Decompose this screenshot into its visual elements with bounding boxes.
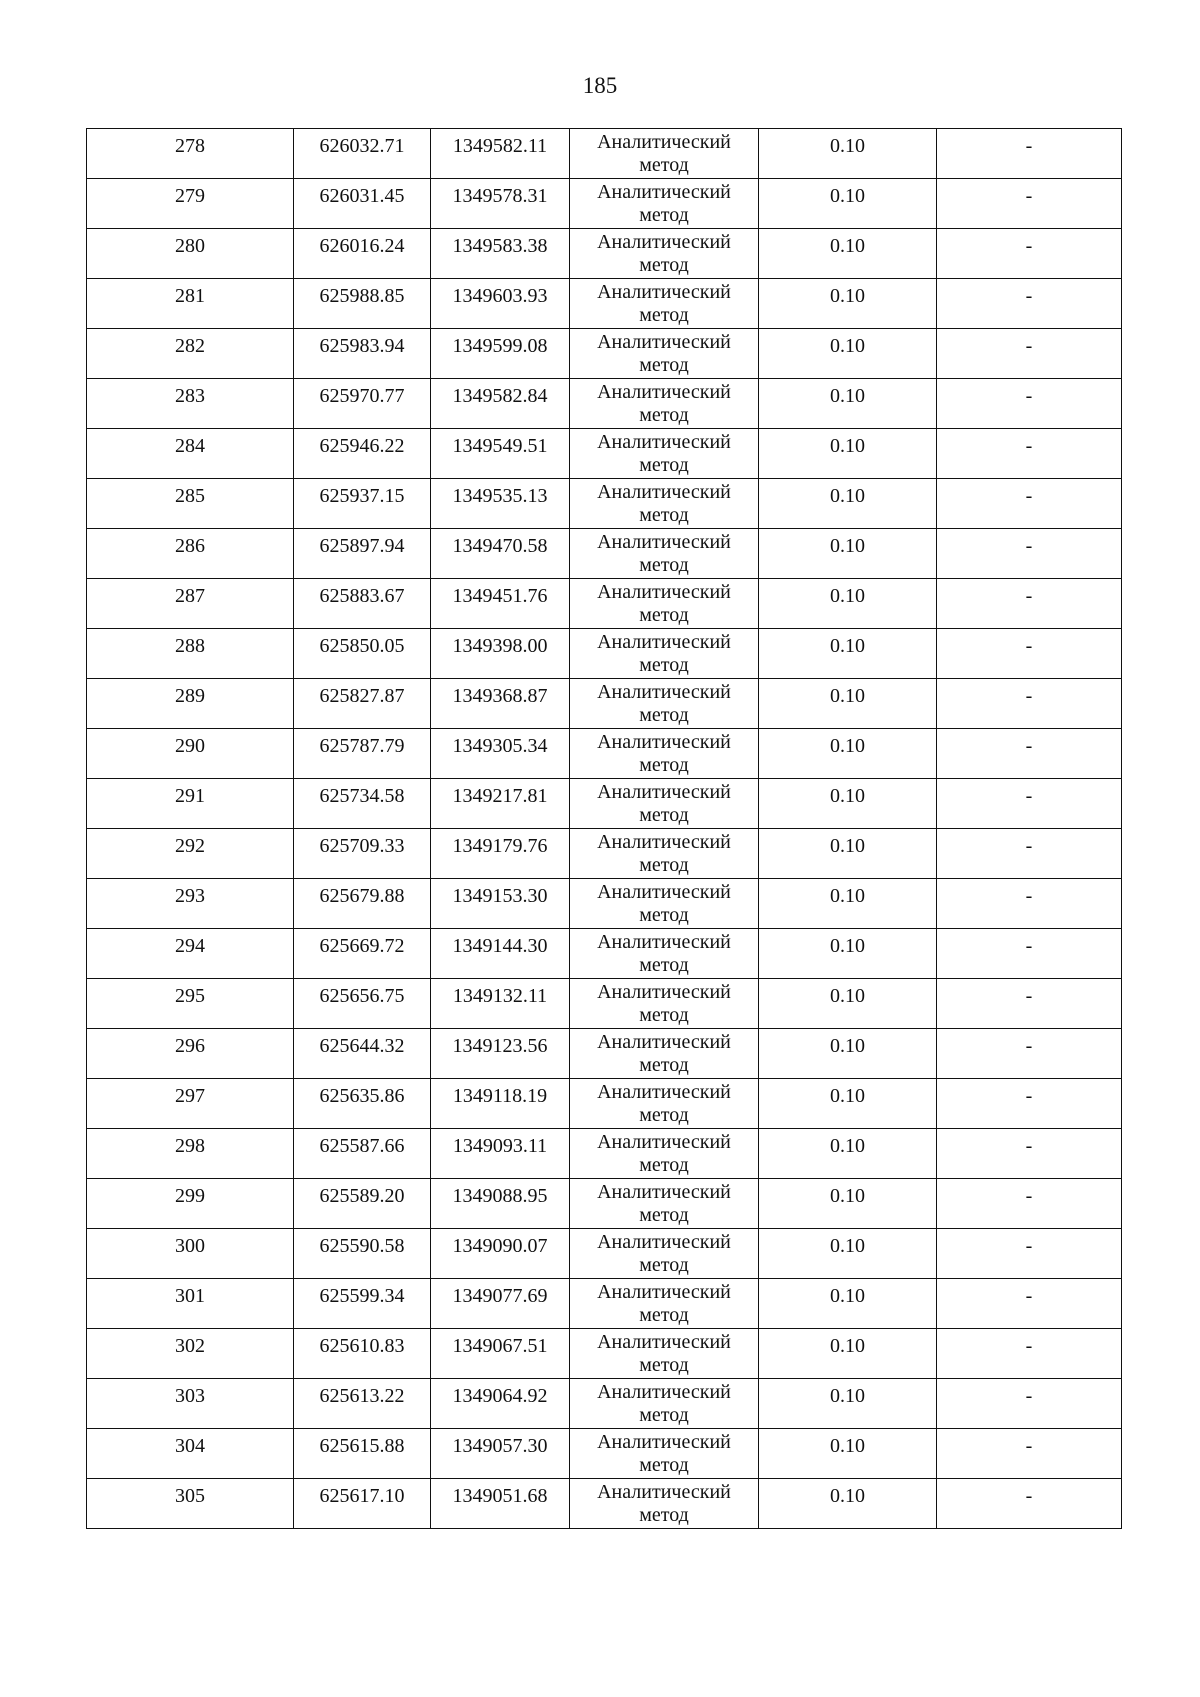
point-number-cell: 295 <box>87 979 294 1029</box>
method-line-1: Аналитический <box>597 131 731 153</box>
accuracy-cell: 0.10 <box>759 729 937 779</box>
coordinates-table <box>86 128 1122 1529</box>
point-number-cell: 294 <box>87 929 294 979</box>
method-line-2: метод <box>639 604 689 626</box>
method-line-2: метод <box>639 154 689 176</box>
extra-cell: - <box>937 579 1122 629</box>
method-cell <box>570 929 759 979</box>
method-cell <box>570 1029 759 1079</box>
y-coordinate-cell: 1349578.31 <box>431 179 570 229</box>
x-coordinate-cell: 625946.22 <box>294 429 431 479</box>
method-cell <box>570 529 759 579</box>
table-row <box>87 1229 1122 1279</box>
table-row <box>87 1079 1122 1129</box>
accuracy-cell: 0.10 <box>759 329 937 379</box>
y-coordinate-cell: 1349470.58 <box>431 529 570 579</box>
x-coordinate-cell: 625897.94 <box>294 529 431 579</box>
point-number-cell: 296 <box>87 1029 294 1079</box>
point-number-cell: 301 <box>87 1279 294 1329</box>
extra-cell: - <box>937 1079 1122 1129</box>
point-number-cell: 279 <box>87 179 294 229</box>
method-cell <box>570 129 759 179</box>
method-line-1: Аналитический <box>597 931 731 953</box>
method-line-2: метод <box>639 804 689 826</box>
accuracy-cell: 0.10 <box>759 629 937 679</box>
table-row <box>87 829 1122 879</box>
y-coordinate-cell: 1349067.51 <box>431 1329 570 1379</box>
x-coordinate-cell: 625610.83 <box>294 1329 431 1379</box>
method-cell <box>570 679 759 729</box>
accuracy-cell: 0.10 <box>759 779 937 829</box>
y-coordinate-cell: 1349090.07 <box>431 1229 570 1279</box>
table-row <box>87 229 1122 279</box>
method-line-1: Аналитический <box>597 881 731 903</box>
accuracy-cell: 0.10 <box>759 879 937 929</box>
extra-cell: - <box>937 729 1122 779</box>
x-coordinate-cell: 626032.71 <box>294 129 431 179</box>
y-coordinate-cell: 1349305.34 <box>431 729 570 779</box>
y-coordinate-cell: 1349549.51 <box>431 429 570 479</box>
point-number-cell: 283 <box>87 379 294 429</box>
extra-cell: - <box>937 1379 1122 1429</box>
method-line-2: метод <box>639 754 689 776</box>
table-row <box>87 479 1122 529</box>
extra-cell: - <box>937 929 1122 979</box>
x-coordinate-cell: 625644.32 <box>294 1029 431 1079</box>
extra-cell: - <box>937 529 1122 579</box>
point-number-cell: 284 <box>87 429 294 479</box>
method-cell <box>570 1329 759 1379</box>
method-cell <box>570 1179 759 1229</box>
method-line-1: Аналитический <box>597 531 731 553</box>
point-number-cell: 305 <box>87 1479 294 1529</box>
table-body <box>87 129 1122 1529</box>
method-line-2: метод <box>639 404 689 426</box>
table-row <box>87 879 1122 929</box>
accuracy-cell: 0.10 <box>759 429 937 479</box>
method-line-2: метод <box>639 204 689 226</box>
x-coordinate-cell: 625613.22 <box>294 1379 431 1429</box>
table-row <box>87 579 1122 629</box>
extra-cell: - <box>937 779 1122 829</box>
method-line-2: метод <box>639 504 689 526</box>
method-line-2: метод <box>639 704 689 726</box>
x-coordinate-cell: 625970.77 <box>294 379 431 429</box>
method-line-1: Аналитический <box>597 1331 731 1353</box>
method-cell <box>570 879 759 929</box>
extra-cell: - <box>937 1279 1122 1329</box>
table-row <box>87 929 1122 979</box>
x-coordinate-cell: 625587.66 <box>294 1129 431 1179</box>
point-number-cell: 300 <box>87 1229 294 1279</box>
accuracy-cell: 0.10 <box>759 479 937 529</box>
extra-cell: - <box>937 379 1122 429</box>
extra-cell: - <box>937 629 1122 679</box>
method-line-2: метод <box>639 254 689 276</box>
method-cell <box>570 1429 759 1479</box>
method-cell <box>570 629 759 679</box>
table-row <box>87 129 1122 179</box>
method-line-1: Аналитический <box>597 1181 731 1203</box>
method-line-1: Аналитический <box>597 181 731 203</box>
method-line-1: Аналитический <box>597 1281 731 1303</box>
method-line-1: Аналитический <box>597 631 731 653</box>
accuracy-cell: 0.10 <box>759 579 937 629</box>
y-coordinate-cell: 1349064.92 <box>431 1379 570 1429</box>
table-row <box>87 279 1122 329</box>
extra-cell: - <box>937 1429 1122 1479</box>
method-line-2: метод <box>639 1454 689 1476</box>
table-row <box>87 1329 1122 1379</box>
extra-cell: - <box>937 979 1122 1029</box>
y-coordinate-cell: 1349582.84 <box>431 379 570 429</box>
point-number-cell: 278 <box>87 129 294 179</box>
point-number-cell: 297 <box>87 1079 294 1129</box>
point-number-cell: 280 <box>87 229 294 279</box>
point-number-cell: 289 <box>87 679 294 729</box>
accuracy-cell: 0.10 <box>759 1429 937 1479</box>
method-line-1: Аналитический <box>597 1231 731 1253</box>
point-number-cell: 285 <box>87 479 294 529</box>
table-row <box>87 1179 1122 1229</box>
table-row <box>87 1479 1122 1529</box>
x-coordinate-cell: 625669.72 <box>294 929 431 979</box>
accuracy-cell: 0.10 <box>759 179 937 229</box>
point-number-cell: 287 <box>87 579 294 629</box>
x-coordinate-cell: 625827.87 <box>294 679 431 729</box>
method-cell <box>570 1379 759 1429</box>
method-line-1: Аналитический <box>597 731 731 753</box>
table-row <box>87 679 1122 729</box>
method-cell <box>570 229 759 279</box>
method-line-1: Аналитический <box>597 1431 731 1453</box>
point-number-cell: 288 <box>87 629 294 679</box>
method-cell <box>570 729 759 779</box>
x-coordinate-cell: 625850.05 <box>294 629 431 679</box>
method-line-1: Аналитический <box>597 431 731 453</box>
point-number-cell: 304 <box>87 1429 294 1479</box>
method-line-2: метод <box>639 1154 689 1176</box>
x-coordinate-cell: 625883.67 <box>294 579 431 629</box>
extra-cell: - <box>937 479 1122 529</box>
y-coordinate-cell: 1349153.30 <box>431 879 570 929</box>
method-line-2: метод <box>639 1354 689 1376</box>
extra-cell: - <box>937 429 1122 479</box>
accuracy-cell: 0.10 <box>759 229 937 279</box>
method-cell <box>570 329 759 379</box>
accuracy-cell: 0.10 <box>759 1079 937 1129</box>
method-line-2: метод <box>639 954 689 976</box>
point-number-cell: 292 <box>87 829 294 879</box>
accuracy-cell: 0.10 <box>759 1129 937 1179</box>
accuracy-cell: 0.10 <box>759 379 937 429</box>
y-coordinate-cell: 1349582.11 <box>431 129 570 179</box>
x-coordinate-cell: 626016.24 <box>294 229 431 279</box>
y-coordinate-cell: 1349088.95 <box>431 1179 570 1229</box>
accuracy-cell: 0.10 <box>759 829 937 879</box>
x-coordinate-cell: 625590.58 <box>294 1229 431 1279</box>
y-coordinate-cell: 1349077.69 <box>431 1279 570 1329</box>
extra-cell: - <box>937 1029 1122 1079</box>
y-coordinate-cell: 1349583.38 <box>431 229 570 279</box>
y-coordinate-cell: 1349179.76 <box>431 829 570 879</box>
accuracy-cell: 0.10 <box>759 279 937 329</box>
method-cell <box>570 479 759 529</box>
method-cell <box>570 379 759 429</box>
table-row <box>87 1379 1122 1429</box>
x-coordinate-cell: 625589.20 <box>294 1179 431 1229</box>
point-number-cell: 302 <box>87 1329 294 1379</box>
x-coordinate-cell: 625599.34 <box>294 1279 431 1329</box>
method-line-1: Аналитический <box>597 1031 731 1053</box>
accuracy-cell: 0.10 <box>759 129 937 179</box>
method-line-2: метод <box>639 354 689 376</box>
method-cell <box>570 429 759 479</box>
x-coordinate-cell: 625679.88 <box>294 879 431 929</box>
method-line-2: метод <box>639 454 689 476</box>
method-line-1: Аналитический <box>597 781 731 803</box>
method-line-2: метод <box>639 554 689 576</box>
method-line-2: метод <box>639 854 689 876</box>
extra-cell: - <box>937 1479 1122 1529</box>
method-cell <box>570 179 759 229</box>
table-row <box>87 729 1122 779</box>
extra-cell: - <box>937 879 1122 929</box>
x-coordinate-cell: 625983.94 <box>294 329 431 379</box>
method-line-2: метод <box>639 1254 689 1276</box>
extra-cell: - <box>937 1229 1122 1279</box>
y-coordinate-cell: 1349368.87 <box>431 679 570 729</box>
accuracy-cell: 0.10 <box>759 1229 937 1279</box>
accuracy-cell: 0.10 <box>759 1179 937 1229</box>
extra-cell: - <box>937 1179 1122 1229</box>
y-coordinate-cell: 1349123.56 <box>431 1029 570 1079</box>
y-coordinate-cell: 1349057.30 <box>431 1429 570 1479</box>
y-coordinate-cell: 1349451.76 <box>431 579 570 629</box>
point-number-cell: 281 <box>87 279 294 329</box>
point-number-cell: 303 <box>87 1379 294 1429</box>
method-line-1: Аналитический <box>597 981 731 1003</box>
x-coordinate-cell: 625635.86 <box>294 1079 431 1129</box>
method-line-1: Аналитический <box>597 331 731 353</box>
extra-cell: - <box>937 179 1122 229</box>
accuracy-cell: 0.10 <box>759 1329 937 1379</box>
method-cell <box>570 279 759 329</box>
method-cell <box>570 1079 759 1129</box>
extra-cell: - <box>937 129 1122 179</box>
accuracy-cell: 0.10 <box>759 979 937 1029</box>
accuracy-cell: 0.10 <box>759 679 937 729</box>
method-line-2: метод <box>639 1104 689 1126</box>
accuracy-cell: 0.10 <box>759 1479 937 1529</box>
extra-cell: - <box>937 829 1122 879</box>
method-line-2: метод <box>639 654 689 676</box>
extra-cell: - <box>937 1329 1122 1379</box>
x-coordinate-cell: 625709.33 <box>294 829 431 879</box>
y-coordinate-cell: 1349093.11 <box>431 1129 570 1179</box>
method-line-1: Аналитический <box>597 1081 731 1103</box>
point-number-cell: 298 <box>87 1129 294 1179</box>
point-number-cell: 282 <box>87 329 294 379</box>
method-line-1: Аналитический <box>597 831 731 853</box>
y-coordinate-cell: 1349535.13 <box>431 479 570 529</box>
method-line-1: Аналитический <box>597 681 731 703</box>
x-coordinate-cell: 625787.79 <box>294 729 431 779</box>
table-row <box>87 179 1122 229</box>
y-coordinate-cell: 1349144.30 <box>431 929 570 979</box>
extra-cell: - <box>937 229 1122 279</box>
method-line-2: метод <box>639 1054 689 1076</box>
extra-cell: - <box>937 279 1122 329</box>
x-coordinate-cell: 625988.85 <box>294 279 431 329</box>
table-row <box>87 1429 1122 1479</box>
y-coordinate-cell: 1349599.08 <box>431 329 570 379</box>
method-cell <box>570 1479 759 1529</box>
y-coordinate-cell: 1349217.81 <box>431 779 570 829</box>
point-number-cell: 290 <box>87 729 294 779</box>
method-line-1: Аналитический <box>597 281 731 303</box>
method-line-2: метод <box>639 1404 689 1426</box>
extra-cell: - <box>937 679 1122 729</box>
method-line-1: Аналитический <box>597 581 731 603</box>
method-line-2: метод <box>639 1304 689 1326</box>
method-cell <box>570 979 759 1029</box>
y-coordinate-cell: 1349118.19 <box>431 1079 570 1129</box>
x-coordinate-cell: 625617.10 <box>294 1479 431 1529</box>
accuracy-cell: 0.10 <box>759 1029 937 1079</box>
point-number-cell: 293 <box>87 879 294 929</box>
accuracy-cell: 0.10 <box>759 929 937 979</box>
x-coordinate-cell: 625734.58 <box>294 779 431 829</box>
method-cell <box>570 579 759 629</box>
table-row <box>87 1129 1122 1179</box>
accuracy-cell: 0.10 <box>759 1279 937 1329</box>
y-coordinate-cell: 1349603.93 <box>431 279 570 329</box>
method-cell <box>570 1129 759 1179</box>
method-cell <box>570 1229 759 1279</box>
method-line-2: метод <box>639 1004 689 1026</box>
table-row <box>87 629 1122 679</box>
point-number-cell: 299 <box>87 1179 294 1229</box>
method-line-2: метод <box>639 1204 689 1226</box>
point-number-cell: 286 <box>87 529 294 579</box>
method-line-2: метод <box>639 304 689 326</box>
x-coordinate-cell: 626031.45 <box>294 179 431 229</box>
method-line-1: Аналитический <box>597 481 731 503</box>
x-coordinate-cell: 625656.75 <box>294 979 431 1029</box>
method-line-2: метод <box>639 1504 689 1526</box>
point-number-cell: 291 <box>87 779 294 829</box>
page-number: 185 <box>582 73 618 98</box>
method-cell <box>570 1279 759 1329</box>
x-coordinate-cell: 625937.15 <box>294 479 431 529</box>
method-cell <box>570 779 759 829</box>
table-row <box>87 329 1122 379</box>
y-coordinate-cell: 1349132.11 <box>431 979 570 1029</box>
table-row <box>87 979 1122 1029</box>
table-row <box>87 1279 1122 1329</box>
table-row <box>87 529 1122 579</box>
y-coordinate-cell: 1349051.68 <box>431 1479 570 1529</box>
accuracy-cell: 0.10 <box>759 1379 937 1429</box>
accuracy-cell: 0.10 <box>759 529 937 579</box>
table-row <box>87 779 1122 829</box>
x-coordinate-cell: 625615.88 <box>294 1429 431 1479</box>
table-row <box>87 1029 1122 1079</box>
method-line-1: Аналитический <box>597 1481 731 1503</box>
method-line-2: метод <box>639 904 689 926</box>
extra-cell: - <box>937 329 1122 379</box>
table-row <box>87 379 1122 429</box>
extra-cell: - <box>937 1129 1122 1179</box>
method-line-1: Аналитический <box>597 1131 731 1153</box>
table-row <box>87 429 1122 479</box>
method-cell <box>570 829 759 879</box>
y-coordinate-cell: 1349398.00 <box>431 629 570 679</box>
method-line-1: Аналитический <box>597 1381 731 1403</box>
method-line-1: Аналитический <box>597 231 731 253</box>
method-line-1: Аналитический <box>597 381 731 403</box>
